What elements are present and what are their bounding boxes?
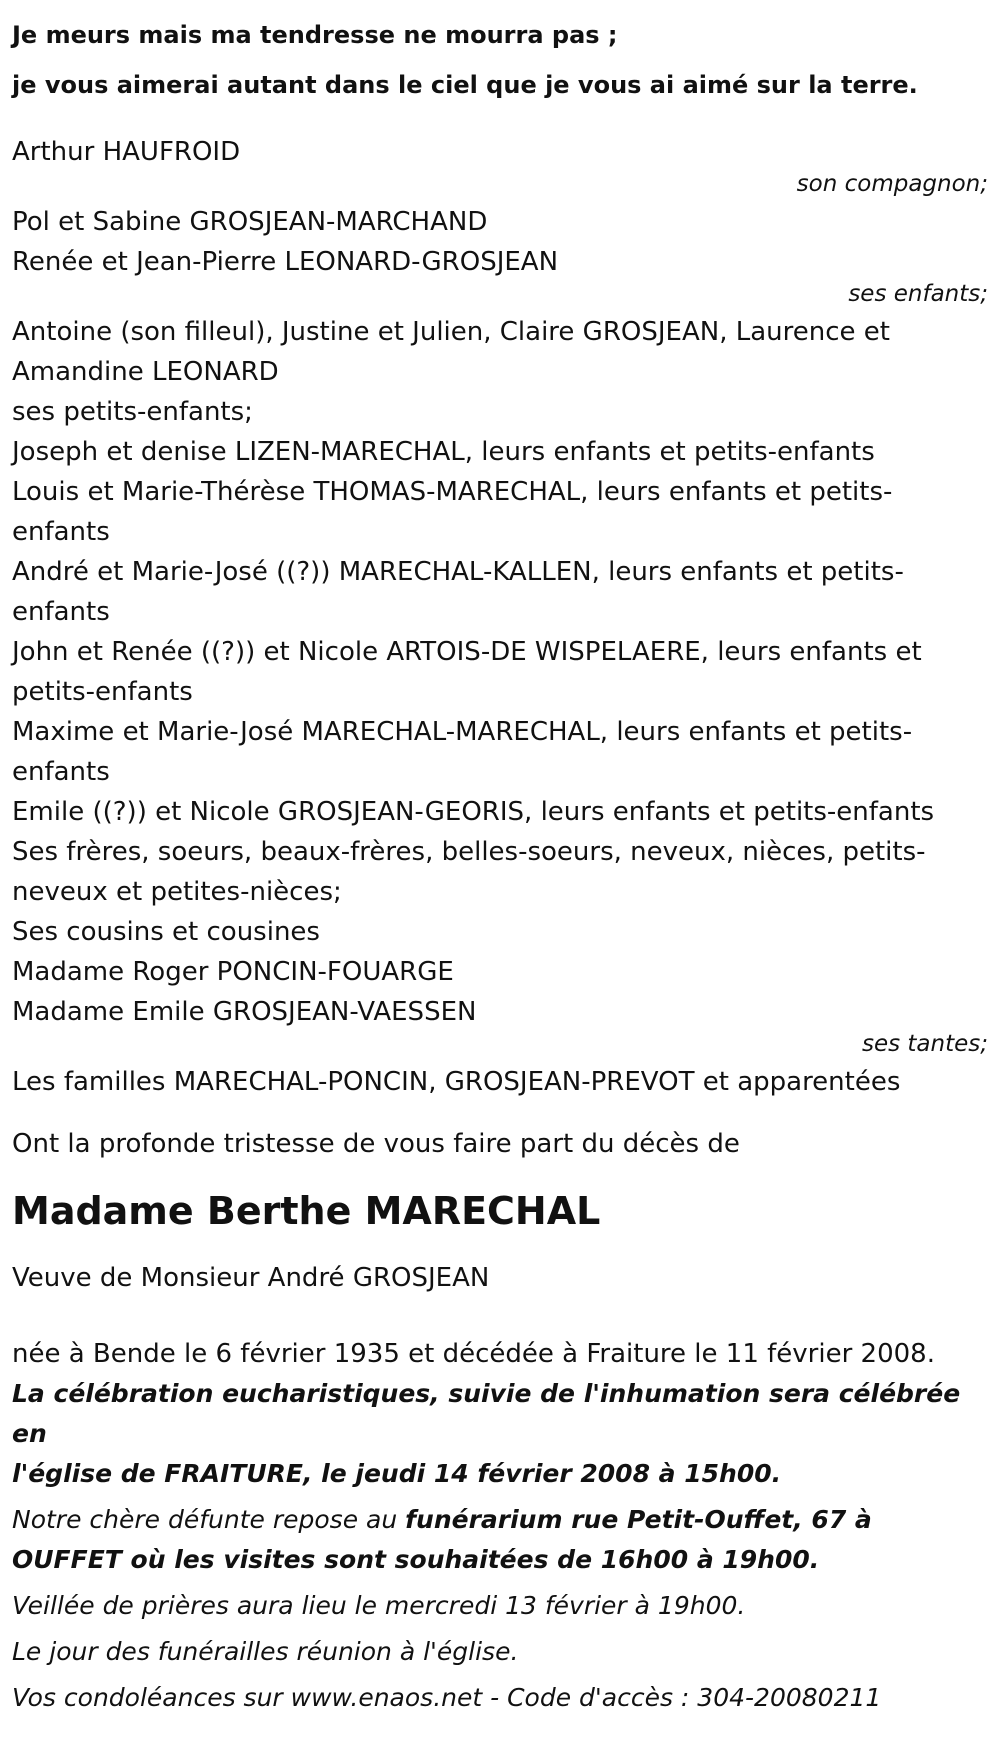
companion-role: son compagnon; xyxy=(796,171,988,197)
grandchildren-line-1: Antoine (son filleul), Justine et Julien, Claire GROSJEAN, Laurence et xyxy=(12,317,890,347)
family-line: petits-enfants xyxy=(12,677,193,707)
family-line: Maxime et Marie-José MARECHAL-MARECHAL, leurs enfants et petits- xyxy=(12,717,913,747)
family-line: enfants xyxy=(12,597,110,627)
family-line: André et Marie-José ((?)) MARECHAL-KALLEN, leurs enfants et petits- xyxy=(12,557,904,587)
child-2: Renée et Jean-Pierre LEONARD-GROSJEAN xyxy=(12,247,559,277)
companion-name: Arthur HAUFROID xyxy=(12,137,241,167)
family-line: enfants xyxy=(12,757,110,787)
grandchildren-role: ses petits-enfants; xyxy=(12,397,253,427)
rest-prefix: Notre chère défunte repose au xyxy=(12,1505,406,1534)
family-line: Joseph et denise LIZEN-MARECHAL, leurs enfants et petits-enfants xyxy=(12,437,875,467)
family-line: Ses cousins et cousines xyxy=(12,917,320,947)
family-line: Madame Emile GROSJEAN-VAESSEN xyxy=(12,997,477,1027)
family-line: neveux et petites-nièces; xyxy=(12,877,342,907)
rest-line-2 xyxy=(12,1540,988,1580)
children-role: ses enfants; xyxy=(848,281,988,307)
family-line: Emile ((?)) et Nicole GROSJEAN-GEORIS, leurs enfants et petits-enfants xyxy=(12,797,935,827)
announcement-intro: Ont la profonde tristesse de vous faire part du décès de xyxy=(12,1129,740,1159)
vigil-line: Veillée de prières aura lieu le mercredi 13 février à 19h00. xyxy=(12,1591,746,1620)
birth-death-line: née à Bende le 6 février 1935 et décédée à Fraiture le 11 février 2008. xyxy=(12,1339,935,1369)
rest-bold-1: funérarium rue Petit-Ouffet, 67 à xyxy=(405,1505,872,1534)
deceased-name: Madame Berthe MARECHAL xyxy=(12,1189,601,1233)
condolences-line: Vos condoléances sur www.enaos.net - Code d'accès : 304-20080211 xyxy=(12,1683,882,1712)
quote-line-1: Je meurs mais ma tendresse ne mourra pas ; xyxy=(12,21,618,49)
ceremony-line-1: La célébration eucharistiques, suivie de l'inhumation sera célébrée en xyxy=(12,1379,961,1448)
funeral-day-line: Le jour des funérailles réunion à l'église. xyxy=(12,1637,519,1666)
family-line: Madame Roger PONCIN-FOUARGE xyxy=(12,957,454,987)
aunts-role: ses tantes; xyxy=(861,1031,988,1057)
widow-line: Veuve de Monsieur André GROSJEAN xyxy=(12,1263,490,1293)
rest-line-1 xyxy=(12,1500,988,1540)
grandchildren-line-2: Amandine LEONARD xyxy=(12,357,279,387)
families-line: Les familles MARECHAL-PONCIN, GROSJEAN-PREVOT et apparentées xyxy=(12,1067,901,1097)
family-line: John et Renée ((?)) et Nicole ARTOIS-DE WISPELAERE, leurs enfants et xyxy=(12,637,922,667)
ceremony-line-2: l'église de FRAITURE, le jeudi 14 février 2008 à 15h00. xyxy=(12,1459,782,1488)
family-line: enfants xyxy=(12,517,110,547)
child-1: Pol et Sabine GROSJEAN-MARCHAND xyxy=(12,207,488,237)
family-line: Louis et Marie-Thérèse THOMAS-MARECHAL, leurs enfants et petits- xyxy=(12,477,893,507)
quote-line-2: je vous aimerai autant dans le ciel que je vous ai aimé sur la terre. xyxy=(12,71,918,99)
family-line: Ses frères, soeurs, beaux-frères, belles-soeurs, neveux, nièces, petits- xyxy=(12,837,926,867)
rest-bold-2: OUFFET où les visites sont souhaitées de 16h00 à 19h00. xyxy=(12,1545,820,1574)
